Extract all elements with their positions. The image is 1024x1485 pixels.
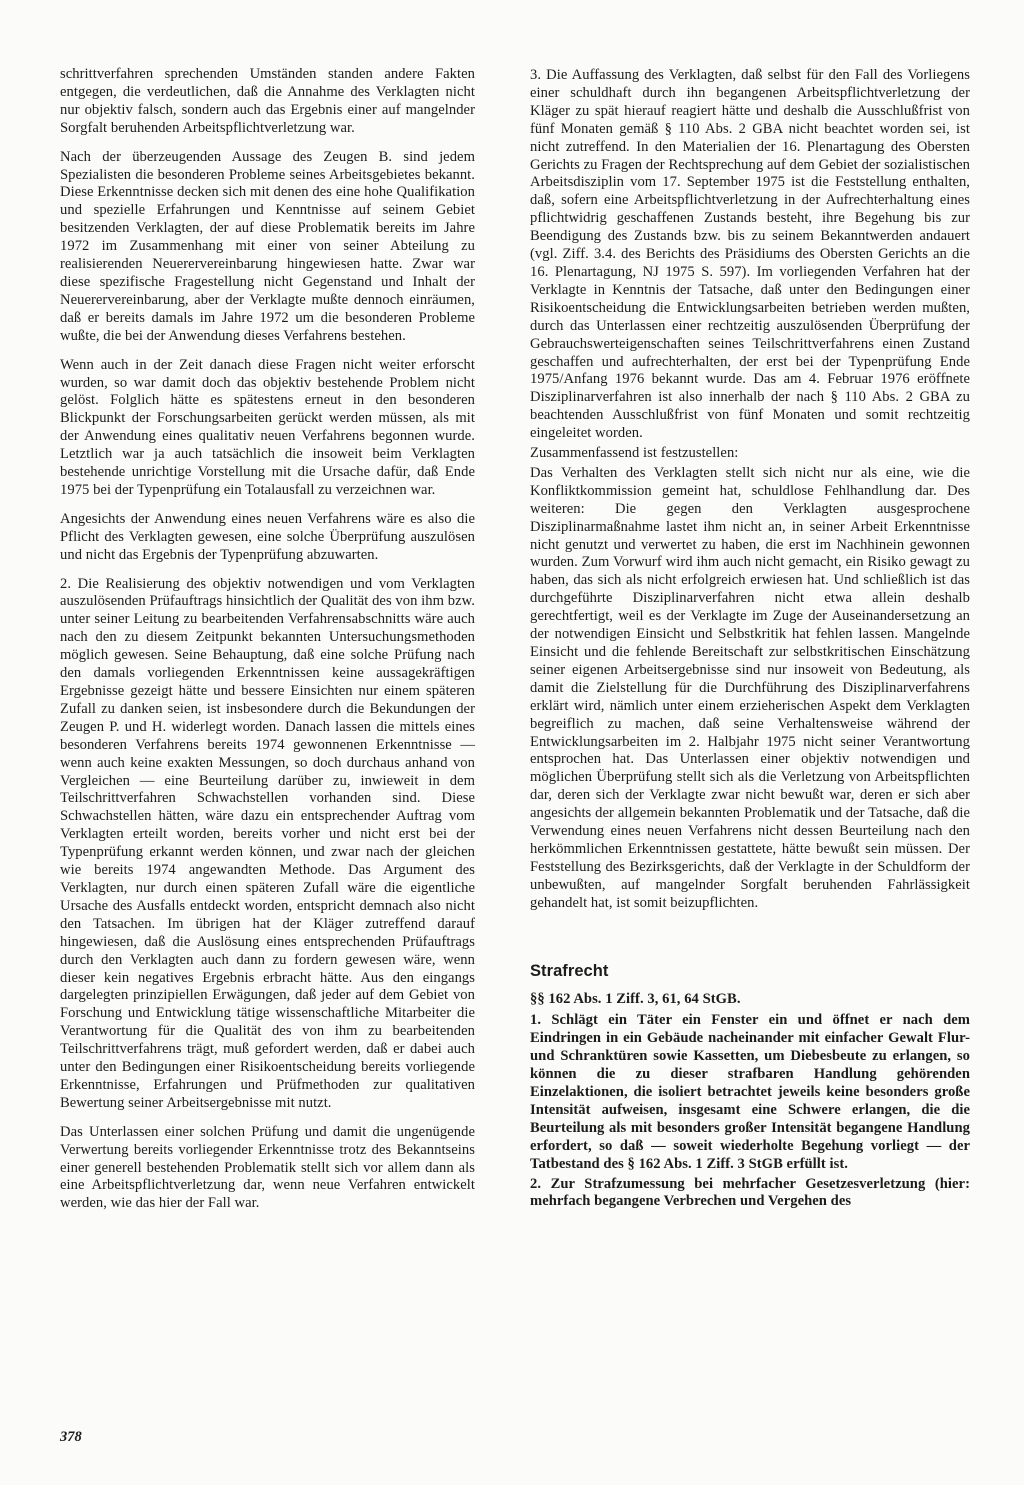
left-column <box>60 66 475 1224</box>
paragraph: Angesichts der Anwendung eines neuen Verfahrens wäre es also die Pflicht des Verklagten gewesen, eine solche Überprüfung auszulösen und nicht das Ergebnis der Typenprüfung abzuwarten. <box>60 510 475 563</box>
right-column <box>530 67 970 1213</box>
paragraph: Wenn auch in der Zeit danach diese Fragen nicht weiter erforscht wurden, so war damit doch das objektiv bestehende Problem nicht gelöst. Folglich hätte es spätestens erneut in den besonderen Blickpunkt der Forschungsarbeiten gerückt werden müssen, als mit der Anwendung eines qualitativ neuen Verfahrens begonnen wurde. Letztlich war ja auch tatsächlich die insoweit beim Verklagten bestehende unrichtige Vorstellung mit die Ursache dafür, daß Ende 1975 bei der Typenprüfung ein Totalausfall zu verzeichnen war. <box>60 356 475 498</box>
law-reference: §§ 162 Abs. 1 Ziff. 3, 61, 64 StGB. <box>530 990 741 1007</box>
page-number: 378 <box>60 1429 82 1445</box>
paragraph: Zusammenfassend ist festzustellen: <box>530 445 739 462</box>
paragraph: 2. Die Realisierung des objektiv notwendigen und vom Verklagten auszulösenden Prüfauftrags hinsichtlich der Qualität des von ihm bzw. unter seiner Leitung zu bearbeitenden Verfahrensabschnitts wäre auch nach den zu diesem Zeitpunkt bekannten Untersuchungsmethoden möglich gewesen. Seine Behauptung, daß eine solche Prüfung nach den damals vorliegenden Erkenntnissen keine aussagekräftigen Ergebnisse gezeigt hätte und bessere Einsichten nur einem späteren Zufall zu danken seien, ist insbesondere durch die Bekundungen der Zeugen P. und H. widerlegt worden. Danach lassen die mittels eines besonderen Verfahrens bereits 1974 gewonnenen Erkenntnisse — wenn auch keine exakten Messungen, so doch durchaus anhand von Vergleichen — eine Beurteilung darüber zu, inwieweit in dem Teilschrittverfahren Schwachstellen vorhanden sind. Diese Schwachstellen hätten, wäre dazu ein entsprechender Auftrag vom Verklagten erteilt worden, bereits vorher und nicht erst bei der Typenprüfung erkannt werden können, und zwar nach der gleichen wie bereits 1974 angewandten Methode. Das Argument des Verklagten, nur durch einen späteren Zufall wäre die eigentliche Ursache des Ausfalls entdeckt worden, entspricht demnach also nicht den Tatsachen. Im übrigen hat der Kläger zutreffend darauf hingewiesen, daß die Auslösung eines entsprechenden Prüfauftrags durch den Verklagten auch dann zu fordern gewesen wäre, wenn dieser kein negatives Ergebnis erbracht hätte. Aus den eingangs dargelegten prinzipiellen Erwägungen, daß jeder auf dem Gebiet von Forschung und Entwicklung tätige wissenschaftliche Mitarbeiter die Verantwortung für die Qualität des von ihm zu bearbeitenden Teilschrittverfahrens trägt, muß gefordert werden, daß er dabei auch unter den Bedingungen einer Risikoentscheidung bereits vorliegende Erkenntnisse, Erfahrungen und Prüfmethoden zur qualitativen Bewertung seiner Arbeitsergebnisse mit nutzt. <box>60 575 475 1111</box>
guiding-principle: 1. Schlägt ein Täter ein Fenster ein und öffnet er nach dem Eindringen in ein Gebäude nacheinander mit einfacher Gewalt Flur- und Schranktüren sowie Kassetten, um Diebesbeute zu erlangen, so können die zu dieser strafbaren Handlung gehörenden Einzelaktionen, die isoliert betrachtet jeweils keine besonders große Intensität aufweisen, insgesamt eine Schwere erlangen, die die Beurteilung als mit besonders großer Intensität begangene Handlung erfordert, so daß — soweit wiederholte Begehung vorliegt — der Tatbestand des § 162 Abs. 1 Ziff. 3 StGB erfüllt ist. <box>530 1012 970 1172</box>
paragraph: 3. Die Auffassung des Verklagten, daß selbst für den Fall des Vorliegens einer schuldhaft durch ihn begangenen Arbeitspflichtverletzung der Kläger zu spät hierauf reagiert hätte und deshalb die Ausschlußfrist von fünf Monaten gemäß § 110 Abs. 2 GBA nicht beachtet worden sei, ist nicht zutreffend. In den Materialien der 16. Plenartagung des Obersten Gerichts zu Fragen der Rechtsprechung auf dem Gebiet der sozialistischen Arbeitsdisziplin vom 17. September 1975 ist die Feststellung enthalten, daß, sofern eine Arbeitspflichtverletzung in der Aufrechterhaltung eines pflichtwidrig geschaffenen Zustands besteht, ihre Begehung bis zur Beendigung des Zustands bzw. bis zu seinem Bekanntwerden andauert (vgl. Ziff. 3.4. des Berichts des Präsidiums des Obersten Gerichts an die 16. Plenartagung, NJ 1975 S. 597). Im vorliegenden Verfahren hat der Verklagte in Kenntnis der Tatsache, daß unter den Bedingungen einer Risikoentscheidung die Entwicklungsarbeiten betrieben werden mußten, durch das Unterlassen einer rechtzeitig auszulösenden Überprüfung der Gebrauchswerteigenschaften seines Teilschrittverfahrens einen Zustand geschaffen und aufrechterhalten, der erst bei der Typenprüfung Ende 1975/Anfang 1976 bekannt wurde. Das am 4. Februar 1976 eröffnete Disziplinarverfahren ist also innerhalb der nach § 110 Abs. 2 GBA zu beachtenden Ausschlußfrist von fünf Monaten und somit rechtzeitig eingeleitet worden. <box>530 67 970 442</box>
section-heading: Strafrecht <box>530 961 609 980</box>
paragraph: schrittverfahren sprechenden Umständen standen andere Fakten entgegen, die verdeutlichen, daß die Annahme des Verklagten nicht nur objektiv falsch, sondern auch das Ergebnis einer auf mangelnder Sorgfalt beruhenden Arbeitspflichtverletzung war. <box>60 66 475 136</box>
paragraph: Das Verhalten des Verklagten stellt sich nicht nur als eine, wie die Konfliktkommission gemeint hat, schuldlose Fehlhandlung dar. Des weiteren: Die gegen den Verklagten ausgesprochene Disziplinarmaßnahme lastet ihm nicht an, in seiner Arbeit Erkenntnisse nicht genutzt und verwertet zu haben, die erst im Nachhinein gewonnen wurden. Zum Vorwurf wird ihm auch nicht gemacht, ein Risiko gewagt zu haben, das sich als nicht erfolgreich erwiesen hat. Und schließlich ist das durchgeführte Disziplinarverfahren nicht etwa allein deshalb gerechtfertigt, weil es der Verklagte im Zuge der Auseinandersetzung an der notwendigen Einsicht und Selbstkritik hat fehlen lassen. Mangelnde Einsicht und die fehlende Bereitschaft zur selbstkritischen Einschätzung seiner eigenen Arbeitsergebnisse sind nur insoweit von Bedeutung, als damit die Zielstellung für die Durchführung des Disziplinarverfahrens erklärt wird, nämlich unter einem erzieherischen Aspekt dem Verklagten begreiflich zu machen, daß seine Verhaltensweise während der Entwicklungsarbeiten im 2. Halbjahr 1975 nicht seiner Verantwortung entsprochen hat. Das Unterlassen einer objektiv notwendigen und möglichen Überprüfung stellt sich als die Verletzung von Arbeitspflichten dar, deren sich der Verklagte zwar nicht bewußt war, deren er sich aber angesichts der allgemein bekannten Problematik und der Tatsache, daß die Verwendung eines neuen Verfahrens nicht dessen Beurteilung nach den herkömmlichen Erkenntnissen gestattete, hätte bewußt sein müssen. Der Feststellung des Bezirksgerichts, daß der Verklagte in der Schuldform der unbewußten, auf mangelnder Sorgfalt beruhenden Fahrlässigkeit gehandelt hat, ist somit beizupflichten. <box>530 464 970 911</box>
guiding-principle: 2. Zur Strafzumessung bei mehrfacher Gesetzesverletzung (hier: mehrfach begangene Verbrechen und Vergehen des <box>530 1175 970 1210</box>
paragraph: Das Unterlassen einer solchen Prüfung und damit die ungenügende Verwertung bereits vorliegender Erkenntnisse trotz des Bekanntseins einer generell bestehenden Problematik stellt sich vor allem dann als eine Arbeitspflichtverletzung dar, wenn neue Verfahren entwickelt werden, wie das hier der Fall war. <box>60 1123 475 1212</box>
paragraph: Nach der überzeugenden Aussage des Zeugen B. sind jedem Spezialisten die besonderen Probleme seines Arbeitsgebietes bekannt. Diese Erkenntnisse decken sich mit denen des eine hohe Qualifikation und spezielle Erfahrungen und Kenntnisse auf seinem Gebiet besitzenden Verklagten, der auf diese Problematik bereits im Jahre 1972 im Zusammenhang mit einer von seiner Abteilung zu realisierenden Neuerervereinbarung hingewiesen hatte. Zwar war diese spezifische Fragestellung nicht Gegenstand und Inhalt der Neuerervereinbarung, aber der Verklagte mußte dennoch einräumen, daß er bereits damals im Jahre 1972 um die besonderen Probleme wußte, die bei der Anwendung dieses Verfahrens bestehen. <box>60 148 475 344</box>
